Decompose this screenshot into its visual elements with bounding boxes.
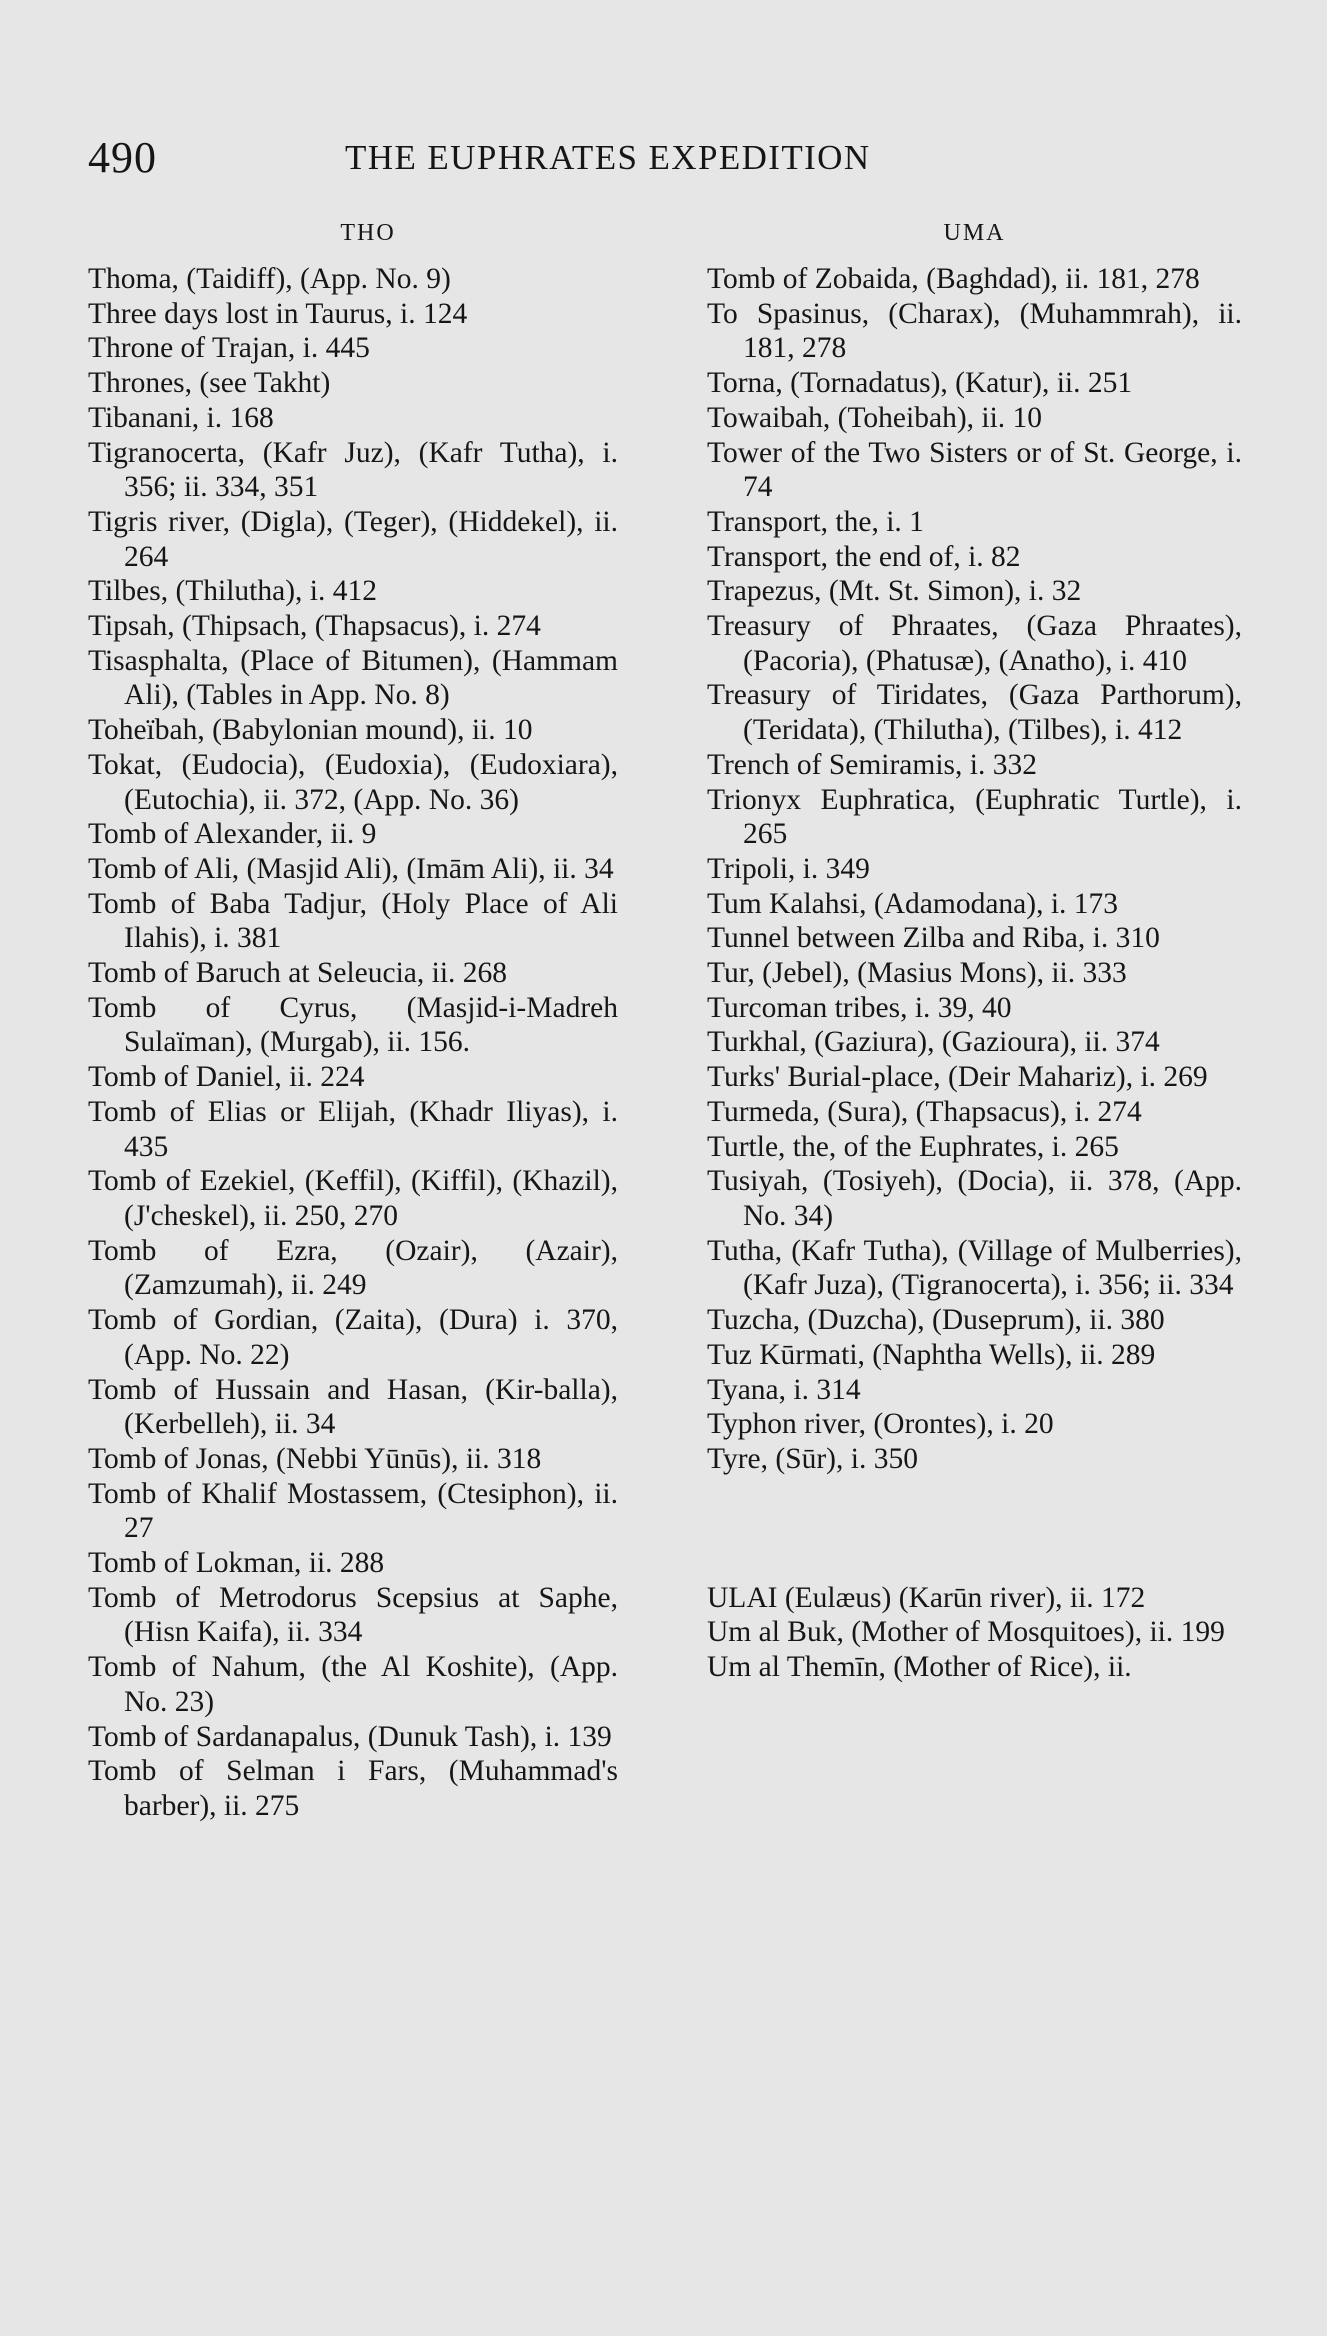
index-entry: Tur, (Jebel), (Masius Mons), ii. 333 xyxy=(707,957,1127,990)
index-entry: Tomb of Khalif Mostassem, (Ctesiphon), ii. 27 xyxy=(88,1477,618,1545)
index-entry-list-u xyxy=(707,1581,1242,1685)
index-entry: Tipsah, (Thipsach, (Thapsacus), i. 274 xyxy=(88,610,541,643)
index-entry: Tomb of Cyrus, (Masjid-i-Madreh Sulaïman), (Murgab), ii. 156. xyxy=(88,991,618,1059)
index-entry: Trapezus, (Mt. St. Simon), i. 32 xyxy=(707,575,1082,608)
index-entry: Tuzcha, (Duzcha), (Duseprum), ii. 380 xyxy=(707,1304,1165,1337)
index-entry: Transport, the, i. 1 xyxy=(707,505,924,538)
index-entry: Toheïbah, (Babylonian mound), ii. 10 xyxy=(88,714,533,747)
index-entry: Tusiyah, (Tosiyeh), (Docia), ii. 378, (App. No. 34) xyxy=(707,1165,1242,1232)
index-entry: Trionyx Euphratica, (Euphratic Turtle), i. 265 xyxy=(707,783,1242,851)
section-gap xyxy=(707,1477,1242,1581)
index-entry: Tunnel between Zilba and Riba, i. 310 xyxy=(707,922,1160,955)
index-entry: Tomb of Sardanapalus, (Dunuk Tash), i. 139 xyxy=(88,1720,612,1753)
index-entry: Tomb of Alexander, ii. 9 xyxy=(88,818,377,851)
index-entry: Tigranocerta, (Kafr Juz), (Kafr Tutha), i. 356; ii. 334, 351 xyxy=(88,436,618,504)
index-entry: ULAI (Eulæus) (Karūn river), ii. 172 xyxy=(707,1581,1146,1614)
index-entry: Throne of Trajan, i. 445 xyxy=(88,332,370,365)
index-entry: Three days lost in Taurus, i. 124 xyxy=(88,297,468,330)
catchword-left: THO xyxy=(340,220,396,246)
index-entry: Tomb of Baba Tadjur, (Holy Place of Ali Ilahis), i. 381 xyxy=(88,887,618,955)
index-column-left xyxy=(88,218,618,1824)
index-entry: Towaibah, (Toheibah), ii. 10 xyxy=(707,401,1043,434)
index-entry: Tomb of Baruch at Seleucia, ii. 268 xyxy=(88,957,508,990)
index-entry: Turks' Burial-place, (Deir Mahariz), i. 269 xyxy=(707,1061,1208,1094)
index-entry: Tomb of Ali, (Masjid Ali), (Imām Ali), ii. 34 xyxy=(88,852,614,885)
index-entry: Tower of the Two Sisters or of St. George, i. 74 xyxy=(707,436,1242,504)
index-entry: Tomb of Daniel, ii. 224 xyxy=(88,1061,365,1094)
index-entry: Tomb of Gordian, (Zaita), (Dura) i. 370, (App. No. 22) xyxy=(88,1304,618,1371)
index-entry: Tomb of Ezra, (Ozair), (Azair), (Zamzumah), ii. 249 xyxy=(88,1234,618,1302)
index-entry: Tigris river, (Digla), (Teger), (Hiddekel), ii. 264 xyxy=(88,505,618,573)
index-entry-list-left xyxy=(88,262,618,1824)
index-entry: Tilbes, (Thilutha), i. 412 xyxy=(88,575,377,608)
index-entry: Turmeda, (Sura), (Thapsacus), i. 274 xyxy=(707,1095,1142,1128)
index-entry: Tomb of Ezekiel, (Keffil), (Kiffil), (Khazil), (J'cheskel), ii. 250, 270 xyxy=(88,1165,618,1232)
index-entry: Um al Themīn, (Mother of Rice), ii. xyxy=(707,1651,1132,1684)
page-number: 490 xyxy=(88,133,157,182)
index-entry: Treasury of Phraates, (Gaza Phraates), (Pacoria), (Phatusæ), (Anatho), i. 410 xyxy=(707,610,1242,677)
index-entry: Turtle, the, of the Euphrates, i. 265 xyxy=(707,1130,1119,1163)
index-entry: Um al Buk, (Mother of Mosquitoes), ii. 199 xyxy=(707,1616,1225,1649)
index-entry: Turkhal, (Gaziura), (Gazioura), ii. 374 xyxy=(707,1026,1160,1059)
index-entry: To Spasinus, (Charax), (Muhammrah), ii. 181, 278 xyxy=(707,297,1242,365)
index-entry: Turcoman tribes, i. 39, 40 xyxy=(707,991,1012,1024)
index-entry: Thrones, (see Takht) xyxy=(88,367,331,400)
index-entry: Treasury of Tiridates, (Gaza Parthorum), (Teridata), (Thilutha), (Tilbes), i. 412 xyxy=(707,679,1242,747)
index-entry: Torna, (Tornadatus), (Katur), ii. 251 xyxy=(707,367,1133,400)
index-entry: Tokat, (Eudocia), (Eudoxia), (Eudoxiara), (Eutochia), ii. 372, (App. No. 36) xyxy=(88,748,618,816)
index-entry: Tomb of Jonas, (Nebbi Yūnūs), ii. 318 xyxy=(88,1442,542,1475)
index-entry: Tomb of Elias or Elijah, (Khadr Iliyas), i. 435 xyxy=(88,1095,618,1163)
index-entry: Tomb of Selman i Fars, (Muhammad's barber), ii. 275 xyxy=(88,1755,618,1822)
index-entry: Tyre, (Sūr), i. 350 xyxy=(707,1442,918,1475)
index-entry: Tisasphalta, (Place of Bitumen), (Hammam Ali), (Tables in App. No. 8) xyxy=(88,644,618,712)
running-title: THE EUPHRATES EXPEDITION xyxy=(345,138,871,177)
index-entry: Tuz Kūrmati, (Naphtha Wells), ii. 289 xyxy=(707,1338,1156,1371)
index-entry: Tibanani, i. 168 xyxy=(88,401,274,434)
index-column-right xyxy=(707,218,1242,1685)
index-entry: Transport, the end of, i. 82 xyxy=(707,540,1021,573)
index-entry: Tripoli, i. 349 xyxy=(707,852,870,885)
index-entry: Tomb of Metrodorus Scepsius at Saphe, (Hisn Kaifa), ii. 334 xyxy=(88,1581,618,1649)
index-entry: Tomb of Zobaida, (Baghdad), ii. 181, 278 xyxy=(707,263,1200,295)
index-entry: Tyana, i. 314 xyxy=(707,1373,861,1406)
index-entry: Tomb of Hussain and Hasan, (Kir-balla), (Kerbelleh), ii. 34 xyxy=(88,1373,618,1441)
index-entry: Trench of Semiramis, i. 332 xyxy=(707,748,1037,781)
index-entry: Tomb of Nahum, (the Al Koshite), (App. No. 23) xyxy=(88,1651,618,1718)
index-entry: Tomb of Lokman, ii. 288 xyxy=(88,1547,385,1580)
index-entry-list-right xyxy=(707,262,1242,1477)
index-entry: Thoma, (Taidiff), (App. No. 9) xyxy=(88,263,451,295)
index-entry: Typhon river, (Orontes), i. 20 xyxy=(707,1408,1054,1441)
index-entry: Tum Kalahsi, (Adamodana), i. 173 xyxy=(707,887,1119,920)
index-entry: Tutha, (Kafr Tutha), (Village of Mulberries), (Kafr Juza), (Tigranocerta), i. 356; ii. 334 xyxy=(707,1234,1242,1302)
catchword-right: UMA xyxy=(943,220,1006,246)
